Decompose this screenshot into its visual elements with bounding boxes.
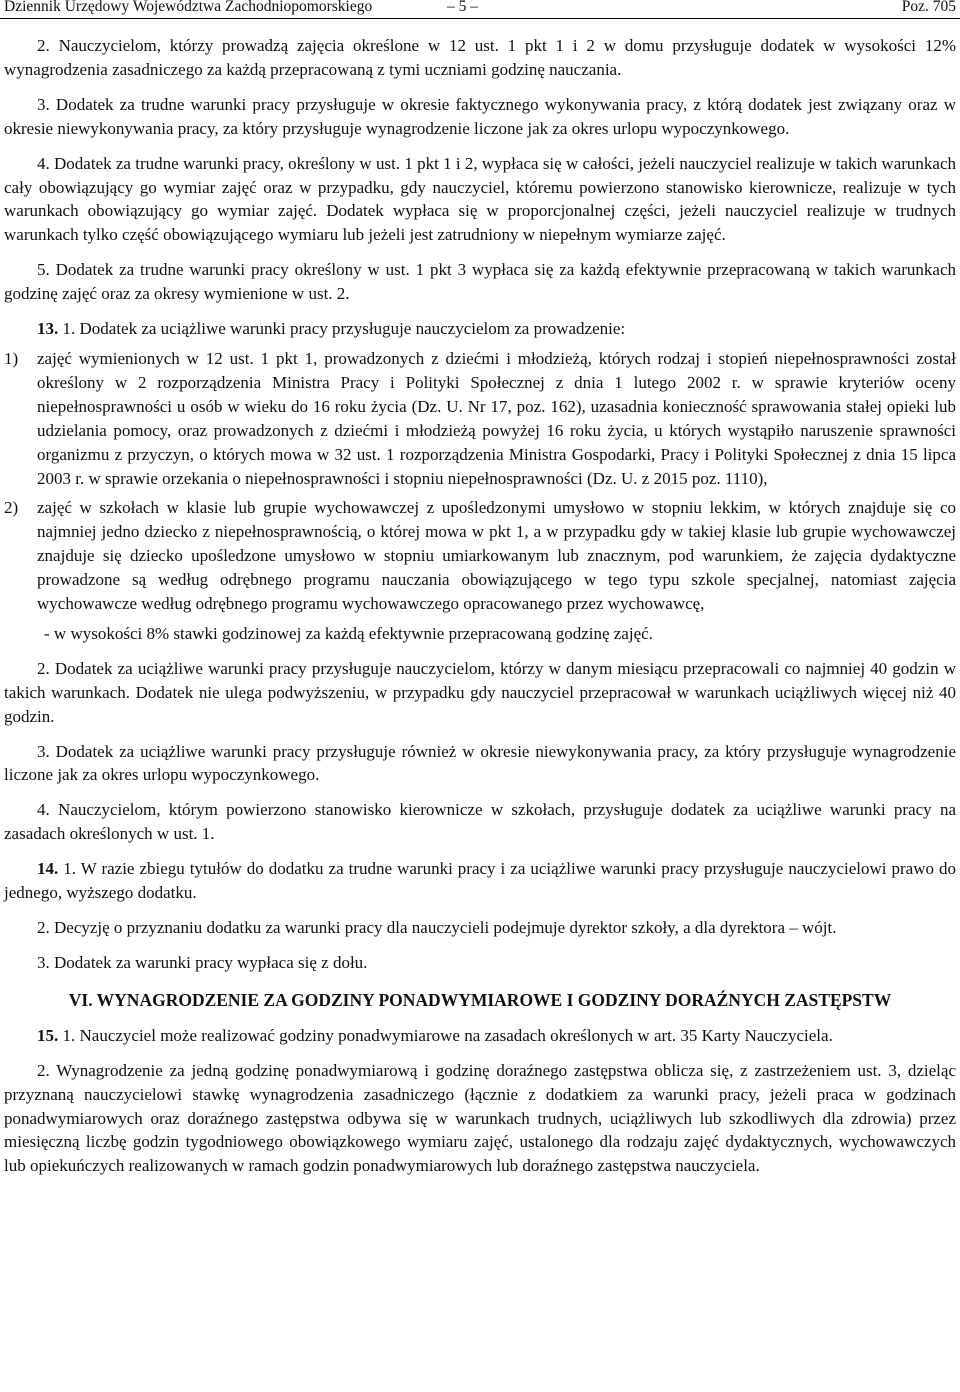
position-number: Poz. 705 bbox=[901, 0, 956, 15]
section-13-paragraph-2: 2. Dodatek za uciążliwe warunki pracy przysługuje nauczycielom, którzy w danym miesiącu przepracowali co najmniej 40 godzin w takich warunkach. Dodatek nie ulega podwyższeniu, w przypadku gdy nauczyciel przepracował w warunkach uciążliwych więcej niż 40 godzin. bbox=[4, 658, 956, 726]
section-15-text: 1. Nauczyciel może realizować godziny ponadwymiarowe na zasadach określonych w art. 35 Karty Nauczyciela. bbox=[58, 1025, 833, 1045]
paragraph-5: 5. Dodatek za trudne warunki pracy określony w ust. 1 pkt 3 wypłaca się za każdą efektywnie przepracowaną w takich warunkach godzinę zajęć oraz za okresy wymienione w ust. 2. bbox=[4, 260, 956, 304]
list-item-text: zajęć wymienionych w 12 ust. 1 pkt 1, prowadzonych z dziećmi i młodzieżą, których rodzaj i stopień niepełnosprawności został określony w 2 rozporządzenia Ministra Pracy i Polityki Społecznej z dnia 1 lutego 2002 r. w sprawie kryteriów oceny niepełnosprawności u osób w wieku do 16 roku życia (Dz. U. Nr 17, poz. 162), uzasadnia konieczność sprawowania stałej opieki lub udzielania pomocy, oraz prowadzonych z dziećmi i młodzieżą powyżej 16 roku życia, u których wystąpiło naruszenie sprawności organizmu z przyczyn, o których mowa w 32 ust. 1 rozporządzenia Ministra Gospodarki, Pracy i Polityki Społecznej z dnia 15 lipca 2003 r. w sprawie orzekania o niepełnosprawności i stopniu niepełnosprawności (Dz. U. z 2015 poz. 1110), bbox=[37, 348, 956, 488]
list-item bbox=[4, 496, 956, 616]
list-item-text: zajęć w szkołach w klasie lub grupie wychowawczej z upośledzonymi umysłowo w stopniu lekkim, w których znajduje się co najmniej jedno dziecko z niepełnosprawnością, o której mowa w pkt 1, a w przypadku gdy w takiej klasie lub grupie wychowawczej znajduje się dziecko upośledzone umysłowo w stopniu umiarkowanym lub znacznym, pod warunkiem, że zajęcia dydaktyczne prowadzone są według odrębnego programu nauczania obowiązującego w tego typu szkole specjalnej, natomiast zajęcia wychowawcze według odrębnego programu wychowawczego opracowanego przez wychowawcę, bbox=[37, 498, 956, 614]
page-number: – 5 – bbox=[447, 0, 478, 15]
section-13-paragraph-3: 3. Dodatek za uciążliwe warunki pracy przysługuje również w okresie niewykonywania pracy, za który przysługuje wynagrodzenie liczone jak za okres urlopu wypoczynkowego. bbox=[4, 741, 956, 785]
list-item-number: 1) bbox=[4, 348, 19, 368]
journal-title: Dziennik Urzędowy Województwa Zachodniopomorskiego bbox=[4, 0, 373, 15]
section-14-paragraph-2: 2. Decyzję o przyznaniu dodatku za warunki pracy dla nauczycieli podejmuje dyrektor szkoły, a dla dyrektora – wójt. bbox=[37, 918, 837, 937]
section-13-intro-text: 1. Dodatek za uciążliwe warunki pracy przysługuje nauczycielom za prowadzenie: bbox=[58, 319, 626, 339]
chapter-title: VI. WYNAGRODZENIE ZA GODZINY PONADWYMIAROWE I GODZINY DORAŹNYCH ZASTĘPSTW bbox=[68, 989, 892, 1010]
paragraph-3: 3. Dodatek za trudne warunki pracy przysługuje w okresie faktycznego wykonywania pracy, z którą dodatek jest związany oraz w okresie niewykonywania pracy, za który przysługuje wynagrodzenie liczone jak za okres urlopu wypoczynkowego. bbox=[4, 94, 956, 138]
section-15-number: 15. bbox=[37, 1025, 59, 1045]
dash-line: - w wysokości 8% stawki godzinowej za każdą efektywnie przepracowaną godzinę zajęć. bbox=[44, 623, 653, 643]
section-14-paragraph-1 bbox=[4, 857, 956, 905]
section-13-number: 13. bbox=[37, 319, 59, 339]
paragraph-4: 4. Dodatek za trudne warunki pracy, określony w ust. 1 pkt 1 i 2, wypłaca się w całości, jeżeli nauczyciel realizuje w takich warunkach cały obowiązujący go wymiar zajęć oraz w przypadku, gdy nauczyciel, któremu powierzono stanowisko kierownicze, realizuje w tych warunkach obowiązujący go wymiar zajęć. Dodatek wypłaca się w proporcjonalnej części, jeżeli nauczyciel realizuje w trudnych warunkach tylko część obowiązującego wymiaru lub jeżeli jest zatrudniony w niepełnym wymiarze zajęć. bbox=[4, 153, 956, 245]
page-header bbox=[0, 0, 960, 19]
section-14-paragraph-3: 3. Dodatek za warunki pracy wypłaca się z dołu. bbox=[37, 952, 368, 972]
section-13-intro bbox=[4, 317, 956, 341]
list-item bbox=[4, 347, 956, 490]
list-item-number: 2) bbox=[4, 498, 19, 518]
paragraph-2: 2. Nauczycielom, którzy prowadzą zajęcia określone w 12 ust. 1 pkt 1 i 2 w domu przysługuje dodatek w wysokości 12% wynagrodzenia zasadniczego za każdą przepracowaną z tymi uczniami godzinę nauczania. bbox=[4, 36, 956, 79]
document-body bbox=[4, 34, 956, 1189]
section-14-text: 1. W razie zbiegu tytułów do dodatku za trudne warunki pracy i za uciążliwe warunki pracy przysługuje nauczycielowi prawo do jednego, wyższego dodatku. bbox=[4, 859, 956, 903]
section-15-paragraph-1 bbox=[4, 1024, 956, 1048]
section-14-number: 14. bbox=[37, 859, 59, 879]
section-15-paragraph-2: 2. Wynagrodzenie za jedną godzinę ponadwymiarową i godzinę doraźnego zastępstwa oblicza się, z zastrzeżeniem ust. 3, dzieląc przyznaną nauczycielowi stawkę wynagrodzenia zasadniczego (łącznie z dodatkiem za warunki pracy, jeżeli praca w godzinach ponadwymiarowych oraz doraźnego zastępstwa odbywa się w warunkach trudnych, uciążliwych lub szkodliwych dla zdrowia) przez miesięczną liczbę godzin tygodniowego obowiązkowego wymiaru zajęć, ustalonego dla rodzaju zajęć dydaktycznych, wychowawczych lub opiekuńczych realizowanych w ramach godzin ponadwymiarowych lub doraźnego zastępstwa nauczyciela. bbox=[4, 1060, 956, 1176]
section-13-paragraph-4: 4. Nauczycielom, którym powierzono stanowisko kierownicze w szkołach, przysługuje dodatek za uciążliwe warunki pracy na zasadach określonych w ust. 1. bbox=[4, 800, 956, 844]
